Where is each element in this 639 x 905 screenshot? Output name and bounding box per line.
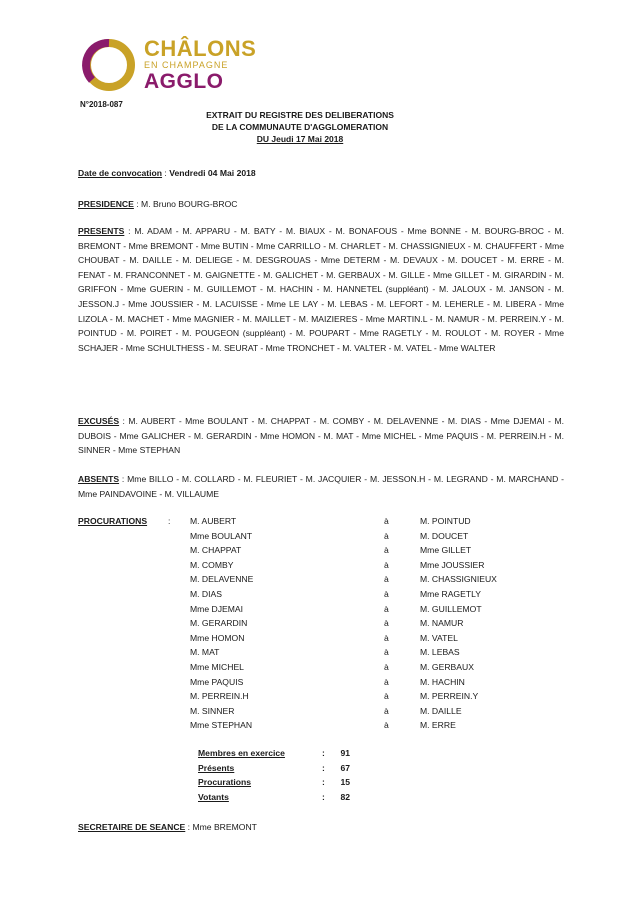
stat-label: Procurations	[198, 777, 252, 788]
procuration-to: à	[384, 705, 389, 716]
logo-line-1: CHÂLONS	[144, 36, 257, 61]
procuration-to: à	[384, 545, 389, 556]
stat-value: 15	[340, 777, 350, 788]
stat-row	[198, 763, 358, 778]
secretaire-section	[78, 822, 257, 832]
procuration-row	[190, 604, 510, 619]
procuration-receiver: M. GERBAUX	[420, 661, 474, 672]
procuration-to: à	[384, 574, 389, 585]
procuration-giver: M. DELAVENNE	[190, 574, 254, 585]
stat-label: Membres en exercice	[198, 748, 285, 758]
procuration-giver: M. MAT	[190, 647, 220, 658]
stat-label: Présents	[198, 762, 235, 773]
procuration-receiver: M. DOUCET	[420, 530, 469, 541]
procuration-receiver: M. ERRE	[420, 720, 456, 731]
stat-colon: :	[322, 791, 325, 802]
presidence-value: M. Bruno BOURG-BROC	[141, 199, 238, 209]
logo-line-3: AGGLO	[144, 70, 224, 93]
procuration-receiver: Mme GILLET	[420, 545, 472, 556]
headline-date: DU Jeudi 17 Mai 2018	[256, 134, 344, 144]
procuration-to: à	[384, 530, 389, 541]
procuration-giver: M. AUBERT	[190, 516, 237, 526]
presents-list: M. ADAM - M. APPARU - M. BATY - M. BIAUX - M. BONAFOUS - Mme BONNE - M. BOURG-BROC - M. BREMONT - Mme BREMONT - Mme BUTIN - Mme CARRILLO - M. CHARLET - M. CHASSIGNIEUX - M. CHAUFFERT - Mme CHOUBAT - M. DAILLE - M. DELIEGE - M. DESGROUAS - Mme DETERM - M. DEVAUX - M. DOUCET - M. ERRE - M. FENAT - M. FRANCONNET - M. GAIGNETTE - M. GALICHET - M. GERBAUX - M. GILLE - Mme GILLET - M. GIRARDIN - M. GRIFFON - Mme GUERIN - M. GUILLEMOT - M. HACHIN - M. HANNETEL (suppléant) - M. JALOUX - M. JANSON - M. JESSON.J - Mme JOUSSIER - M. LACUISSE - Mme LE LAY - M. LEBAS - M. LEFORT - M. LEHERLE - M. LIBERA - Mme LIZOLA - M. MACHET - Mme MAGNIER - M. MAILLET - M. MAIZIERES - Mme MARTIN.L - M. NAMUR - M. PERREIN.Y - M. POINTUD - M. POIRET - M. POUGEON (suppléant) - M. POUPART - Mme RAGETLY - M. ROULOT - M. ROYER - Mme SCHAJER - Mme SCHULTHESS - M. SEURAT - Mme TRONCHET - M. VALTER - M. VATEL - Mme WALTER	[78, 226, 564, 353]
procuration-receiver: M. VATEL	[420, 632, 458, 643]
procuration-giver: Mme BOULANT	[190, 530, 253, 541]
absents-sep: :	[119, 474, 128, 484]
procuration-receiver: M. CHASSIGNIEUX	[420, 574, 497, 585]
excuses-section	[78, 414, 564, 458]
excuses-sep: :	[119, 416, 129, 426]
procuration-to: à	[384, 676, 389, 687]
procuration-giver: M. DIAS	[190, 588, 222, 599]
procuration-giver: M. GERARDIN	[190, 618, 248, 629]
absents-list: Mme BILLO - M. COLLARD - M. FLEURIET - M. JACQUIER - M. JESSON.H - M. LEGRAND - M. MARCHAND - Mme PAINDAVOINE - M. VILLAUME	[78, 474, 564, 499]
procuration-row	[190, 618, 510, 633]
procuration-giver: M. SINNER	[190, 705, 235, 716]
headline-line-2: DE LA COMMUNAUTE D'AGGLOMERATION	[211, 122, 389, 132]
procuration-giver: Mme DJEMAI	[190, 603, 243, 614]
stat-value: 67	[340, 762, 350, 773]
procurations-label: PROCURATIONS	[78, 516, 148, 526]
presidence-section	[78, 197, 564, 212]
stat-colon: :	[322, 748, 325, 758]
procuration-receiver: Mme JOUSSIER	[420, 559, 485, 570]
presents-sep: :	[124, 226, 135, 236]
procuration-row	[190, 531, 510, 546]
presidence-label: PRESIDENCE	[78, 199, 134, 209]
presidence-sep: :	[133, 199, 142, 209]
procuration-giver: M. CHAPPAT	[190, 545, 242, 556]
headline-line-1: EXTRAIT DU REGISTRE DES DELIBERATIONS	[206, 110, 394, 120]
procuration-to: à	[384, 647, 389, 658]
absents-label: ABSENTS	[78, 474, 120, 484]
absents-section	[78, 472, 564, 501]
stat-value: 91	[340, 748, 350, 758]
secretaire-label: SECRETAIRE DE SEANCE	[78, 822, 186, 832]
procuration-to: à	[384, 691, 389, 702]
procuration-row	[190, 545, 510, 560]
procuration-row	[190, 677, 510, 692]
procuration-receiver: M. NAMUR	[420, 618, 464, 629]
convocation-date: Vendredi 04 Mai 2018	[169, 168, 256, 178]
stat-label: Votants	[198, 791, 229, 802]
procuration-giver: Mme PAQUIS	[190, 676, 244, 687]
deliberation-number: N°2018-087	[80, 100, 123, 109]
procuration-receiver: M. DAILLE	[420, 705, 462, 716]
logo-ring-icon	[80, 36, 138, 94]
procuration-row	[190, 706, 510, 721]
stat-row	[198, 777, 358, 792]
convocation-sep: :	[162, 168, 170, 178]
procuration-to: à	[384, 588, 389, 599]
secretaire-sep: :	[185, 822, 193, 832]
procurations-colon: :	[168, 516, 171, 526]
excuses-label: EXCUSÉS	[78, 416, 120, 426]
procuration-row	[190, 647, 510, 662]
procuration-row	[190, 574, 510, 589]
procuration-to: à	[384, 661, 389, 672]
stat-value: 82	[340, 791, 350, 802]
procuration-row	[190, 633, 510, 648]
presents-label: PRESENTS	[78, 226, 125, 236]
procuration-to: à	[384, 603, 389, 614]
procuration-row	[190, 662, 510, 677]
procuration-to: à	[384, 516, 389, 526]
stat-colon: :	[322, 762, 325, 773]
procuration-to: à	[384, 559, 389, 570]
procuration-to: à	[384, 632, 389, 643]
secretaire-value: Mme BREMONT	[192, 822, 257, 832]
procuration-giver: Mme MICHEL	[190, 661, 244, 672]
procuration-receiver: M. GUILLEMOT	[420, 603, 482, 614]
procuration-receiver: M. LEBAS	[420, 647, 460, 658]
presents-section	[78, 224, 564, 355]
agglo-logo	[80, 36, 280, 98]
convocation-section	[78, 166, 564, 181]
procurations-table	[190, 516, 510, 735]
procuration-receiver: M. PERREIN.Y	[420, 691, 479, 702]
procuration-giver: Mme STEPHAN	[190, 720, 253, 731]
procuration-giver: M. PERREIN.H	[190, 691, 249, 702]
stat-row	[198, 748, 358, 763]
procuration-receiver: Mme RAGETLY	[420, 588, 481, 599]
stat-colon: :	[322, 777, 325, 788]
procuration-giver: Mme HOMON	[190, 632, 245, 643]
procuration-row	[190, 691, 510, 706]
procuration-receiver: M. HACHIN	[420, 676, 465, 687]
document-headline	[150, 109, 450, 145]
procuration-giver: M. COMBY	[190, 559, 234, 570]
procuration-row	[190, 720, 510, 735]
procuration-to: à	[384, 618, 389, 629]
logo-line-2: EN CHAMPAGNE	[144, 60, 229, 70]
excuses-list: M. AUBERT - Mme BOULANT - M. CHAPPAT - M. COMBY - M. DELAVENNE - M. DIAS - Mme DJEMAI - M. DUBOIS - Mme GALICHER - M. GERARDIN - Mme HOMON - M. MAT - Mme MICHEL - Mme PAQUIS - M. PERREIN.H - M. SINNER - Mme STEPHAN	[78, 416, 564, 456]
vote-stats	[198, 748, 358, 806]
procuration-to: à	[384, 720, 389, 731]
convocation-label: Date de convocation	[78, 168, 163, 178]
procuration-receiver: M. POINTUD	[420, 516, 471, 526]
procuration-row	[190, 560, 510, 575]
stat-row	[198, 792, 358, 807]
procuration-row	[190, 589, 510, 604]
procuration-row	[190, 516, 510, 531]
